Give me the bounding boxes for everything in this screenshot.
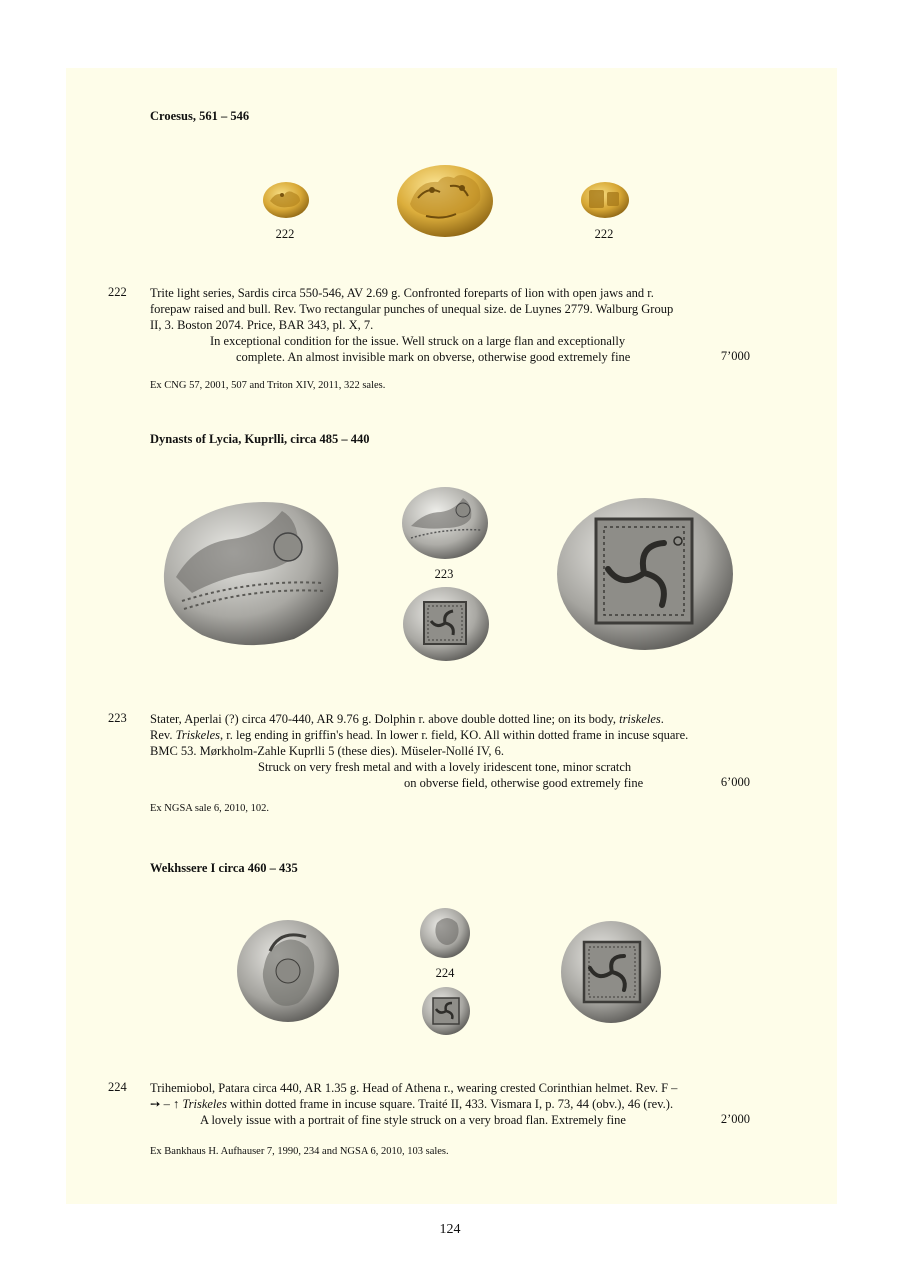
- lot-description-223: [150, 711, 750, 759]
- description-line: II, 3. Boston 2074. Price, BAR 343, pl. X, 7.: [150, 318, 374, 332]
- provenance-222: Ex CNG 57, 2001, 507 and Triton XIV, 2011, 322 sales.: [150, 380, 386, 391]
- condition-line: In exceptional condition for the issue. Well struck on a large flan and exceptionally: [210, 334, 626, 348]
- description-text: , r. leg ending in griffin's head. In lower r. field, KO. All within dotted frame in incuse square.: [220, 728, 689, 742]
- lot-description-222: [150, 285, 750, 333]
- coin-image-223-obverse-small: [401, 486, 489, 560]
- description-text: .: [660, 712, 664, 726]
- description-line: BMC 53. Mørkholm-Zahle Kuprlli 5 (these dies). Müseler-Nollé IV, 6.: [150, 744, 504, 758]
- price-224: 2’000: [720, 1112, 750, 1126]
- price-223: 6’000: [720, 775, 750, 789]
- description-line: Trihemiobol, Patara circa 440, AR 1.35 g. Head of Athena r., wearing crested Corinthian helmet. Rev. F –: [150, 1081, 678, 1095]
- description-italic: Triskeles: [182, 1097, 227, 1111]
- coin-image-222-obverse-large: [396, 164, 494, 239]
- image-caption-224: 224: [435, 966, 455, 980]
- description-line: [150, 727, 750, 743]
- provenance-224: Ex Bankhaus H. Aufhauser 7, 1990, 234 and NGSA 6, 2010, 103 sales.: [150, 1146, 449, 1157]
- image-caption-222-right: 222: [594, 227, 614, 241]
- description-text: within dotted frame in incuse square. Traité II, 433. Vismara I, p. 73, 44 (obv.), 46 (rev.).: [226, 1097, 674, 1111]
- coin-image-223-obverse-large: [162, 499, 340, 649]
- page-number: 124: [439, 1222, 461, 1237]
- coin-image-224-reverse-small: [421, 986, 471, 1036]
- coin-image-223-reverse-small: [402, 586, 490, 662]
- coin-image-222-reverse: [580, 181, 630, 219]
- lot-number-223: 223: [108, 711, 127, 725]
- image-caption-223: 223: [434, 567, 454, 581]
- coin-image-224-obverse-small: [419, 907, 471, 959]
- price-222: 7’000: [720, 349, 750, 363]
- description-line: Trite light series, Sardis circa 550-546, AV 2.69 g. Confronted foreparts of lion with open jaws and r.: [150, 286, 654, 300]
- condition-line: A lovely issue with a portrait of fine style struck on a very broad flan. Extremely fine: [200, 1113, 626, 1127]
- section-heading-croesus: Croesus, 561 – 546: [150, 109, 250, 123]
- condition-line: complete. An almost invisible mark on obverse, otherwise good extremely fine: [236, 350, 631, 364]
- coin-image-224-obverse-large: [236, 919, 341, 1024]
- lot-number-222: 222: [108, 285, 127, 299]
- coin-image-223-reverse-large: [556, 497, 734, 651]
- description-italic: triskeles: [619, 712, 661, 726]
- section-heading-lycia: Dynasts of Lycia, Kuprlli, circa 485 – 440: [150, 432, 370, 446]
- description-text: Stater, Aperlai (?) circa 470-440, AR 9.76 g. Dolphin r. above double dotted line; on its body,: [150, 712, 620, 726]
- image-caption-222-left: 222: [275, 227, 295, 241]
- coin-image-222-obverse-small: [262, 181, 310, 219]
- description-line: forepaw raised and bull. Rev. Two rectangular punches of unequal size. de Luynes 2779. Walburg Group: [150, 302, 674, 316]
- lot-description-224: [150, 1080, 750, 1112]
- lot-number-224: 224: [108, 1080, 127, 1094]
- description-line: [150, 1096, 750, 1112]
- provenance-223: Ex NGSA sale 6, 2010, 102.: [150, 803, 269, 814]
- description-text: ➙ – ↑: [150, 1097, 183, 1111]
- coin-image-224-reverse-large: [560, 920, 662, 1024]
- description-italic: Triskeles: [175, 728, 221, 742]
- description-line: [150, 711, 750, 727]
- condition-line: on obverse field, otherwise good extremely fine: [404, 776, 644, 790]
- condition-line: Struck on very fresh metal and with a lovely iridescent tone, minor scratch: [258, 760, 632, 774]
- section-heading-wekhssere: Wekhssere I circa 460 – 435: [150, 861, 298, 875]
- description-text: Rev.: [150, 728, 176, 742]
